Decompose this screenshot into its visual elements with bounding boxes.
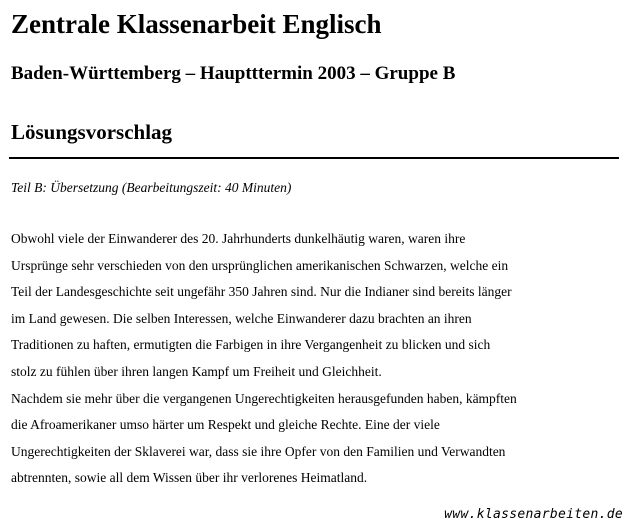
text-line: Traditionen zu haften, ermutigten die Farbigen in ihre Vergangenheit zu blicken und sich	[11, 337, 491, 353]
translation-text	[11, 226, 517, 492]
text-line: abtrennten, sowie all dem Wissen über ihr verlorenes Heimatland.	[11, 470, 368, 486]
website-footer: www.klassenarbeiten.de	[444, 507, 623, 522]
horizontal-divider	[9, 157, 619, 159]
document-subtitle: Baden-Württemberg – Hauptttermin 2003 – Gruppe B	[11, 63, 456, 84]
text-line: Ursprünge sehr verschieden von den ursprünglichen amerikanischen Schwarzen, welche ein	[11, 257, 509, 273]
task-label: Teil B: Übersetzung (Bearbeitungszeit: 40 Minuten)	[11, 180, 292, 195]
text-line: stolz zu fühlen über ihren langen Kampf um Freiheit und Gleichheit.	[11, 363, 382, 379]
text-line: im Land gewesen. Die selben Interessen, welche Einwanderer dazu brachten an ihren	[11, 310, 472, 326]
document-title: Zentrale Klassenarbeit Englisch	[11, 9, 382, 39]
text-line: Obwohl viele der Einwanderer des 20. Jahrhunderts dunkelhäutig waren, waren ihre	[11, 231, 466, 246]
text-line: Nachdem sie mehr über die vergangenen Ungerechtigkeiten herausgefunden haben, kämpften	[11, 390, 517, 406]
section-heading: Lösungsvorschlag	[11, 120, 173, 144]
text-line: die Afroamerikaner umso härter um Respekt und gleiche Rechte. Eine der viele	[11, 417, 440, 433]
text-line: Teil der Landesgeschichte seit ungefähr 350 Jahren sind. Nur die Indianer sind bereits länger	[11, 284, 512, 300]
text-line: Ungerechtigkeiten der Sklaverei war, dass sie ihre Opfer von den Familien und Verwandten	[11, 443, 506, 459]
